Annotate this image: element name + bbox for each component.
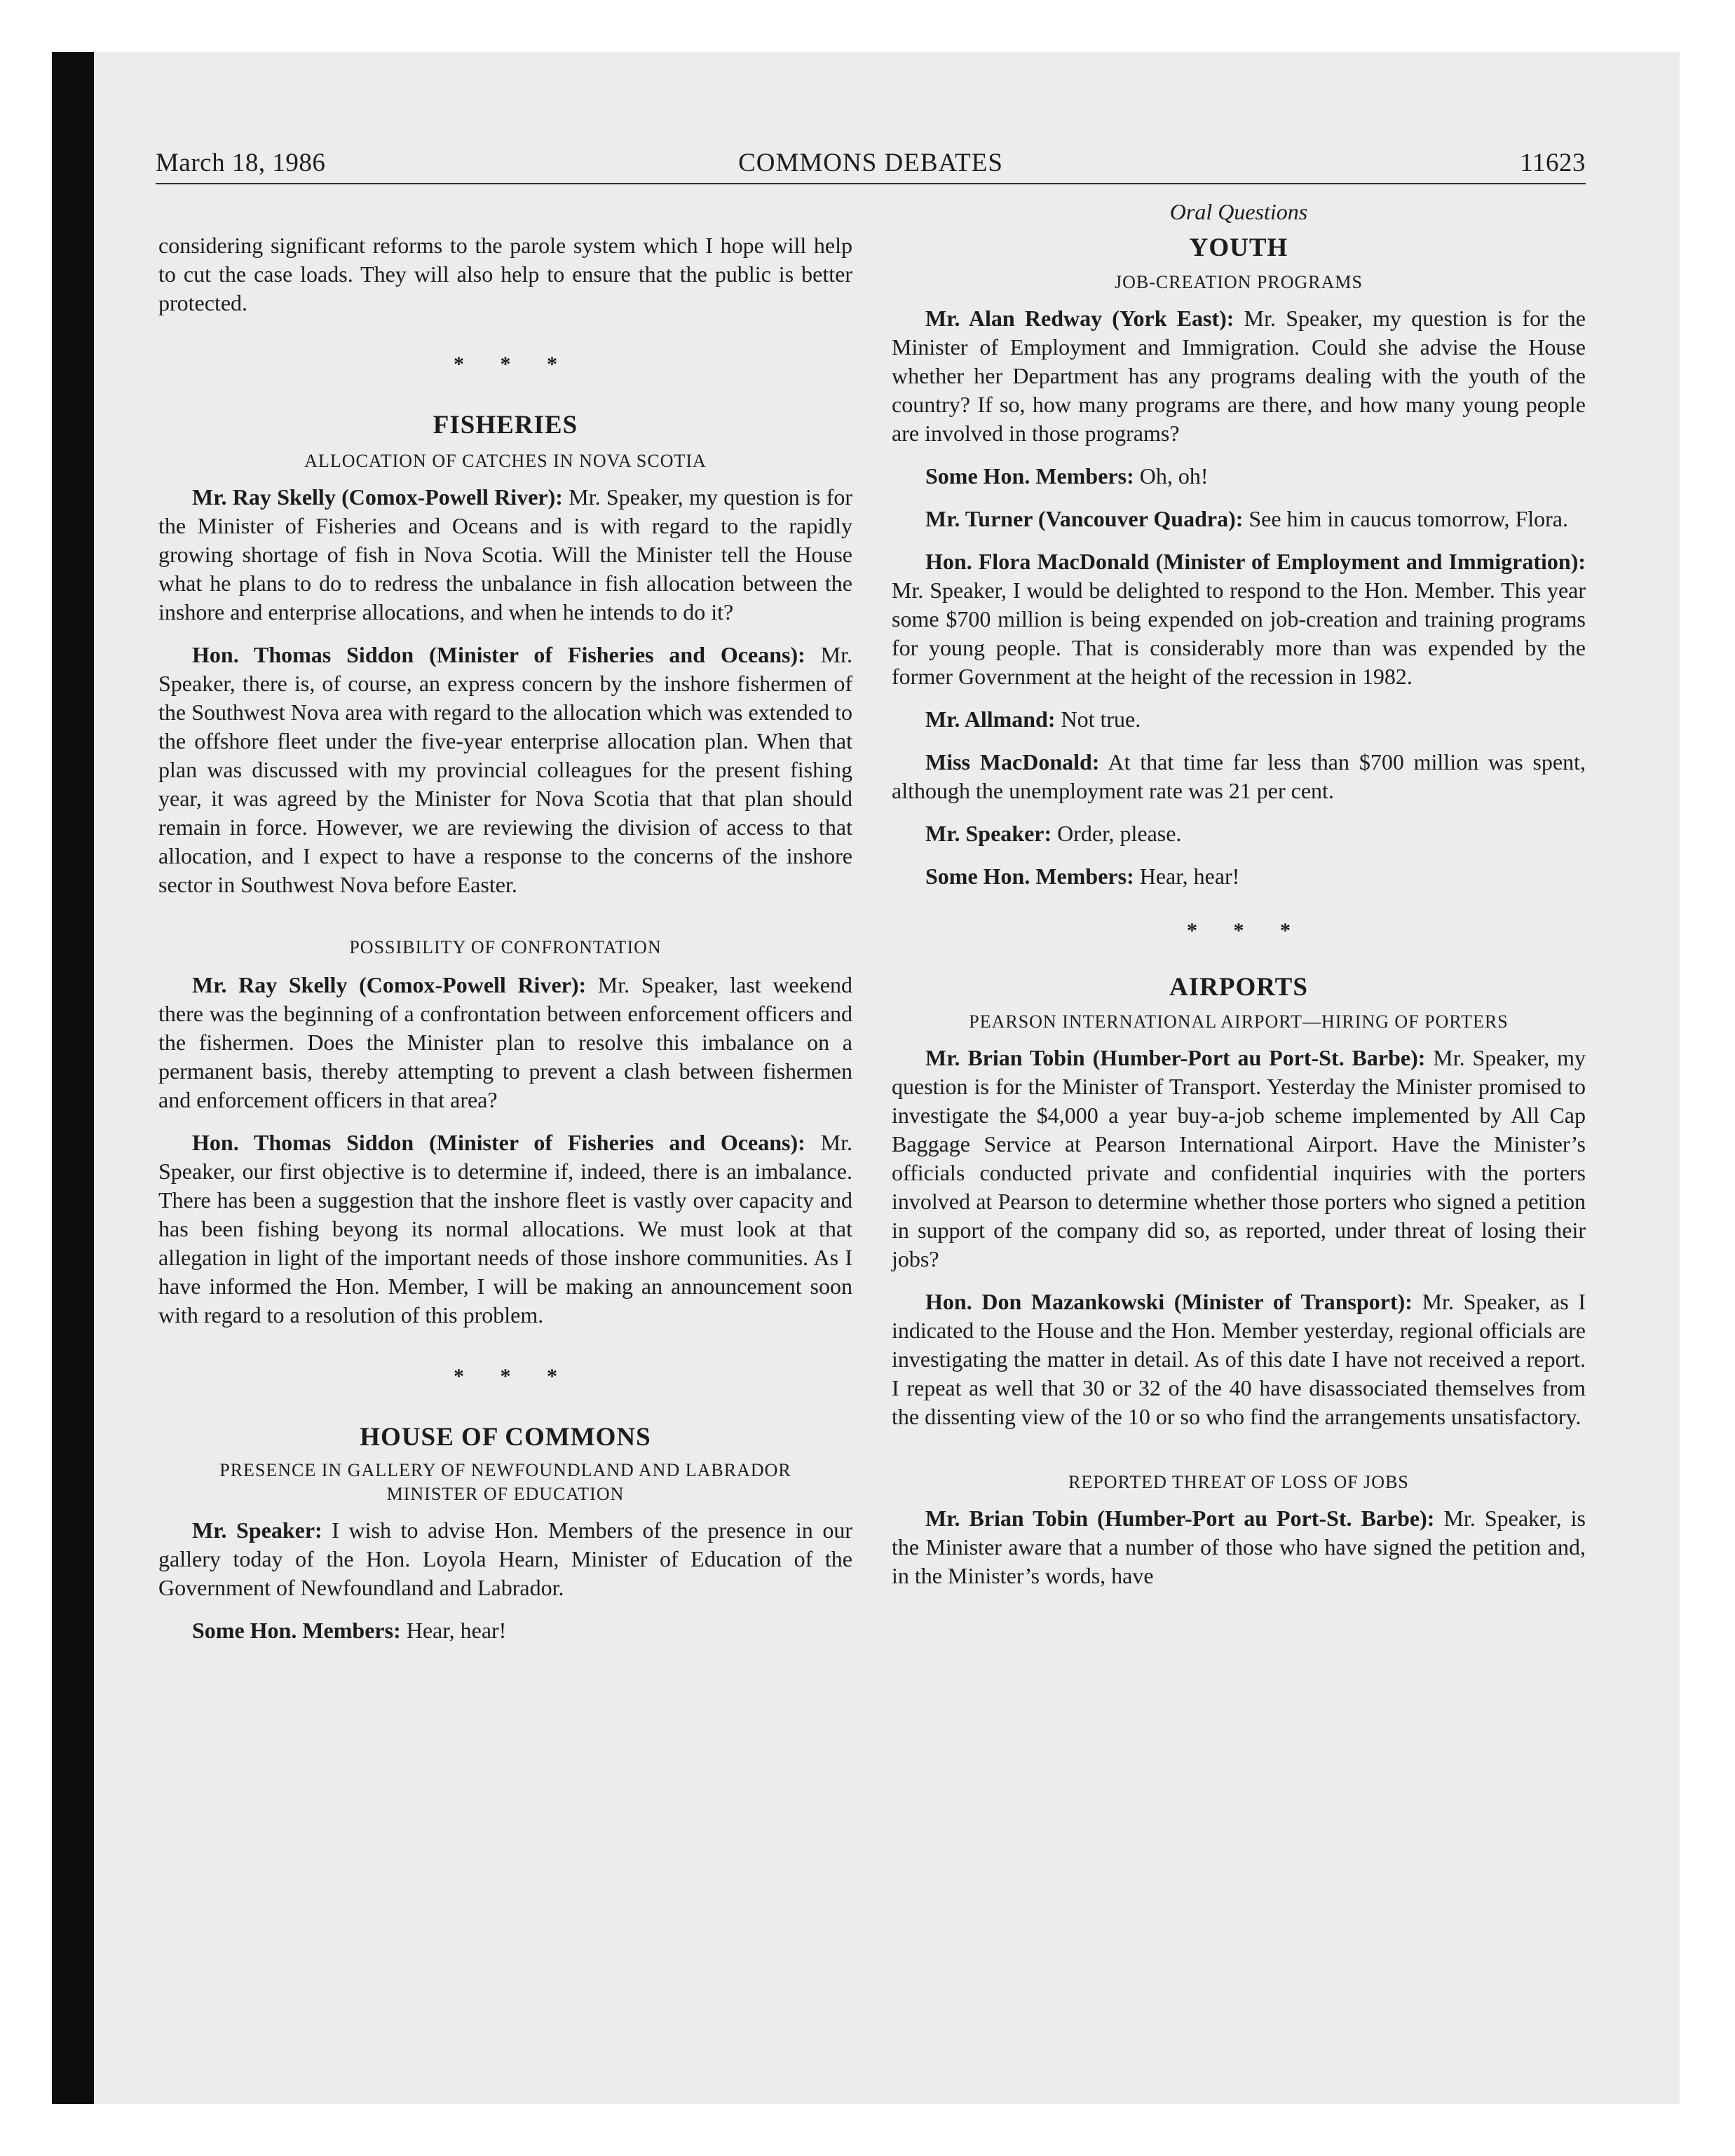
- speech-paragraph: [158, 1128, 852, 1330]
- section-separator: * * *: [1187, 919, 1306, 942]
- subsection-title-line: MINISTER OF EDUCATION: [386, 1484, 625, 1504]
- subsection-title: POSSIBILITY OF CONFRONTATION: [349, 937, 662, 957]
- page-header: [156, 144, 1586, 184]
- section-title: YOUTH: [1189, 233, 1288, 262]
- speech-text: Hear, hear!: [1134, 864, 1240, 889]
- speaker-name: Mr. Brian Tobin (Humber-Port au Port-St. Barbe):: [925, 1045, 1426, 1070]
- speech-text: Mr. Speaker, our first objective is to determine if, indeed, there is an imbalance. There has been a suggestion that the inshore fleet is vastly over capacity and has been fishing beyong its normal allocations. We must look at that allegation in light of the important needs of those inshore communities. As I have informed the Hon. Member, I will be making an announcement soon with regard to a resolution of this problem.: [158, 1130, 853, 1328]
- speech-text: Mr. Speaker, my question is for the Minister of Transport. Yesterday the Minister promised to investigate the $4,000 a year buy-a-job scheme implemented by All Cap Baggage Service at Pearson International Airport. Have the Minister’s officials conducted private and confidential inquiries with the porters involved at Pearson to determine whether those porters who signed a petition in support of the company did so, as reported, under threat of losing their jobs?: [892, 1045, 1586, 1271]
- speech-paragraph: [158, 1516, 852, 1602]
- speaker-name: Mr. Brian Tobin (Humber-Port au Port-St. Barbe):: [925, 1506, 1435, 1531]
- section-title: AIRPORTS: [1169, 973, 1308, 1002]
- speech-text: I wish to advise Hon. Members of the presence in our gallery today of the Hon. Loyola Hearn, Minister of Education of the Government of Newfoundland and Labrador.: [158, 1517, 852, 1600]
- speech-text: Mr. Speaker, is the Minister aware that a number of those who have signed the petition and, in the Minister’s words, have: [892, 1506, 1586, 1588]
- speech-text: See him in caucus tomorrow, Flora.: [1243, 506, 1568, 531]
- speaker-name: Some Hon. Members:: [925, 864, 1134, 889]
- speaker-name: Hon. Don Mazankowski (Minister of Transport):: [925, 1289, 1413, 1314]
- speech-paragraph: [892, 1288, 1586, 1431]
- left-column: [158, 231, 852, 1659]
- section-title: HOUSE OF COMMONS: [360, 1423, 651, 1452]
- speech-text: Mr. Speaker, as I indicated to the House and the Hon. Member yesterday, regional officials are investigating the matter in detail. As of this date I have not received a report. I repeat as well that 30 or 32 of the 40 have disassociated themselves from the dissenting view of the 10 or so who find the arrangements unsatisfactory.: [892, 1289, 1586, 1429]
- speech-paragraph: [892, 1504, 1586, 1590]
- speech-paragraph: [892, 547, 1586, 691]
- speech-text: Not true.: [1055, 707, 1141, 732]
- scan-edge: [52, 52, 94, 2104]
- section-title: FISHERIES: [433, 411, 578, 439]
- speaker-name: Mr. Alan Redway (York East):: [925, 306, 1234, 331]
- speech-text: Mr. Speaker, I would be delighted to respond to the Hon. Member. This year some $700 million is being expended on job-creation and training programs for young people. That is considerably more than was expended by the former Government at the height of the recession in 1982.: [892, 578, 1586, 689]
- running-title: Oral Questions: [1169, 199, 1308, 224]
- right-column: [892, 198, 1586, 1604]
- subsection-title-line: PRESENCE IN GALLERY OF NEWFOUNDLAND AND LABRADOR: [219, 1460, 791, 1480]
- subsection-title: REPORTED THREAT OF LOSS OF JOBS: [1068, 1472, 1409, 1492]
- speech-paragraph: [892, 748, 1586, 805]
- speaker-name: Some Hon. Members:: [925, 463, 1134, 489]
- header-date: March 18, 1986: [156, 149, 326, 177]
- speech-text: Hear, hear!: [400, 1618, 507, 1643]
- speech-paragraph: [892, 505, 1586, 533]
- speech-text: Mr. Speaker, my question is for the Minister of Fisheries and Oceans and is with regard to the rapidly growing shortage of fish in Nova Scotia. Will the Minister tell the House what he plans to do to redress the unbalance in fish allocation between the inshore and enterprise allocations, and when he intends to do it?: [158, 484, 853, 625]
- speech-paragraph: [158, 483, 852, 627]
- header-page-number: 11623: [1520, 149, 1586, 177]
- speech-paragraph: [158, 971, 852, 1114]
- speaker-name: Mr. Speaker:: [192, 1517, 322, 1543]
- speaker-name: Mr. Turner (Vancouver Quadra):: [925, 506, 1244, 531]
- speaker-name: Hon. Thomas Siddon (Minister of Fisheries and Oceans):: [192, 1130, 805, 1155]
- speech-paragraph: [892, 1044, 1586, 1274]
- speech-paragraph: [892, 862, 1586, 891]
- speech-text: Order, please.: [1052, 821, 1182, 846]
- section-separator: * * *: [454, 1365, 573, 1388]
- section-separator: * * *: [454, 353, 573, 376]
- speech-text: Oh, oh!: [1134, 463, 1209, 489]
- speaker-name: Mr. Allmand:: [925, 707, 1056, 732]
- subsection-title: JOB-CREATION PROGRAMS: [1115, 272, 1363, 292]
- header-title: COMMONS DEBATES: [738, 149, 1003, 177]
- speech-paragraph: [158, 1616, 852, 1645]
- speaker-name: Some Hon. Members:: [192, 1618, 401, 1643]
- speaker-name: Mr. Ray Skelly (Comox-Powell River):: [192, 484, 563, 510]
- speaker-name: Hon. Thomas Siddon (Minister of Fisheries and Oceans):: [192, 642, 805, 667]
- subsection-title: ALLOCATION OF CATCHES IN NOVA SCOTIA: [304, 451, 707, 471]
- speaker-name: Mr. Speaker:: [925, 821, 1052, 846]
- speech-paragraph: [892, 304, 1586, 448]
- speech-text: At that time far less than $700 million was spent, although the unemployment rate was 21 per cent.: [892, 749, 1586, 803]
- speaker-name: Miss MacDonald:: [925, 749, 1100, 775]
- speech-text: Mr. Speaker, there is, of course, an express concern by the inshore fishermen of the Southwest Nova area with regard to the allocation which was extended to the offshore fleet under the five-year enterprise allocation plan. When that plan was discussed with my provincial colleagues for the present fishing year, it was agreed by the Minister for Nova Scotia that that plan should remain in force. However, we are reviewing the division of access to that allocation, and I expect to have a response to the concerns of the inshore sector in Southwest Nova before Easter.: [158, 642, 853, 897]
- speaker-name: Mr. Ray Skelly (Comox-Powell River):: [192, 972, 587, 997]
- speech-paragraph: [892, 819, 1586, 848]
- subsection-title: PEARSON INTERNATIONAL AIRPORT—HIRING OF PORTERS: [969, 1011, 1509, 1032]
- speech-paragraph: [892, 705, 1586, 734]
- speech-text: Mr. Speaker, last weekend there was the beginning of a confrontation between enforcement officers and the fishermen. Does the Minister plan to resolve this imbalance on a permanent basis, thereby attempting to prevent a clash between fishermen and enforcement officers in that area?: [158, 972, 852, 1112]
- speech-paragraph: [892, 462, 1586, 491]
- speech-text: Mr. Speaker, my question is for the Minister of Employment and Immigration. Could she advise the House whether her Department has any programs dealing with the youth of the country? If so, how many programs are there, and how many young people are involved in those programs?: [892, 306, 1586, 446]
- speech-paragraph: [158, 641, 852, 899]
- paragraph: considering significant reforms to the parole system which I hope will help to cut the case loads. They will also help to ensure that the public is better protected.: [158, 233, 852, 315]
- speaker-name: Hon. Flora MacDonald (Minister of Employment and Immigration):: [925, 549, 1586, 574]
